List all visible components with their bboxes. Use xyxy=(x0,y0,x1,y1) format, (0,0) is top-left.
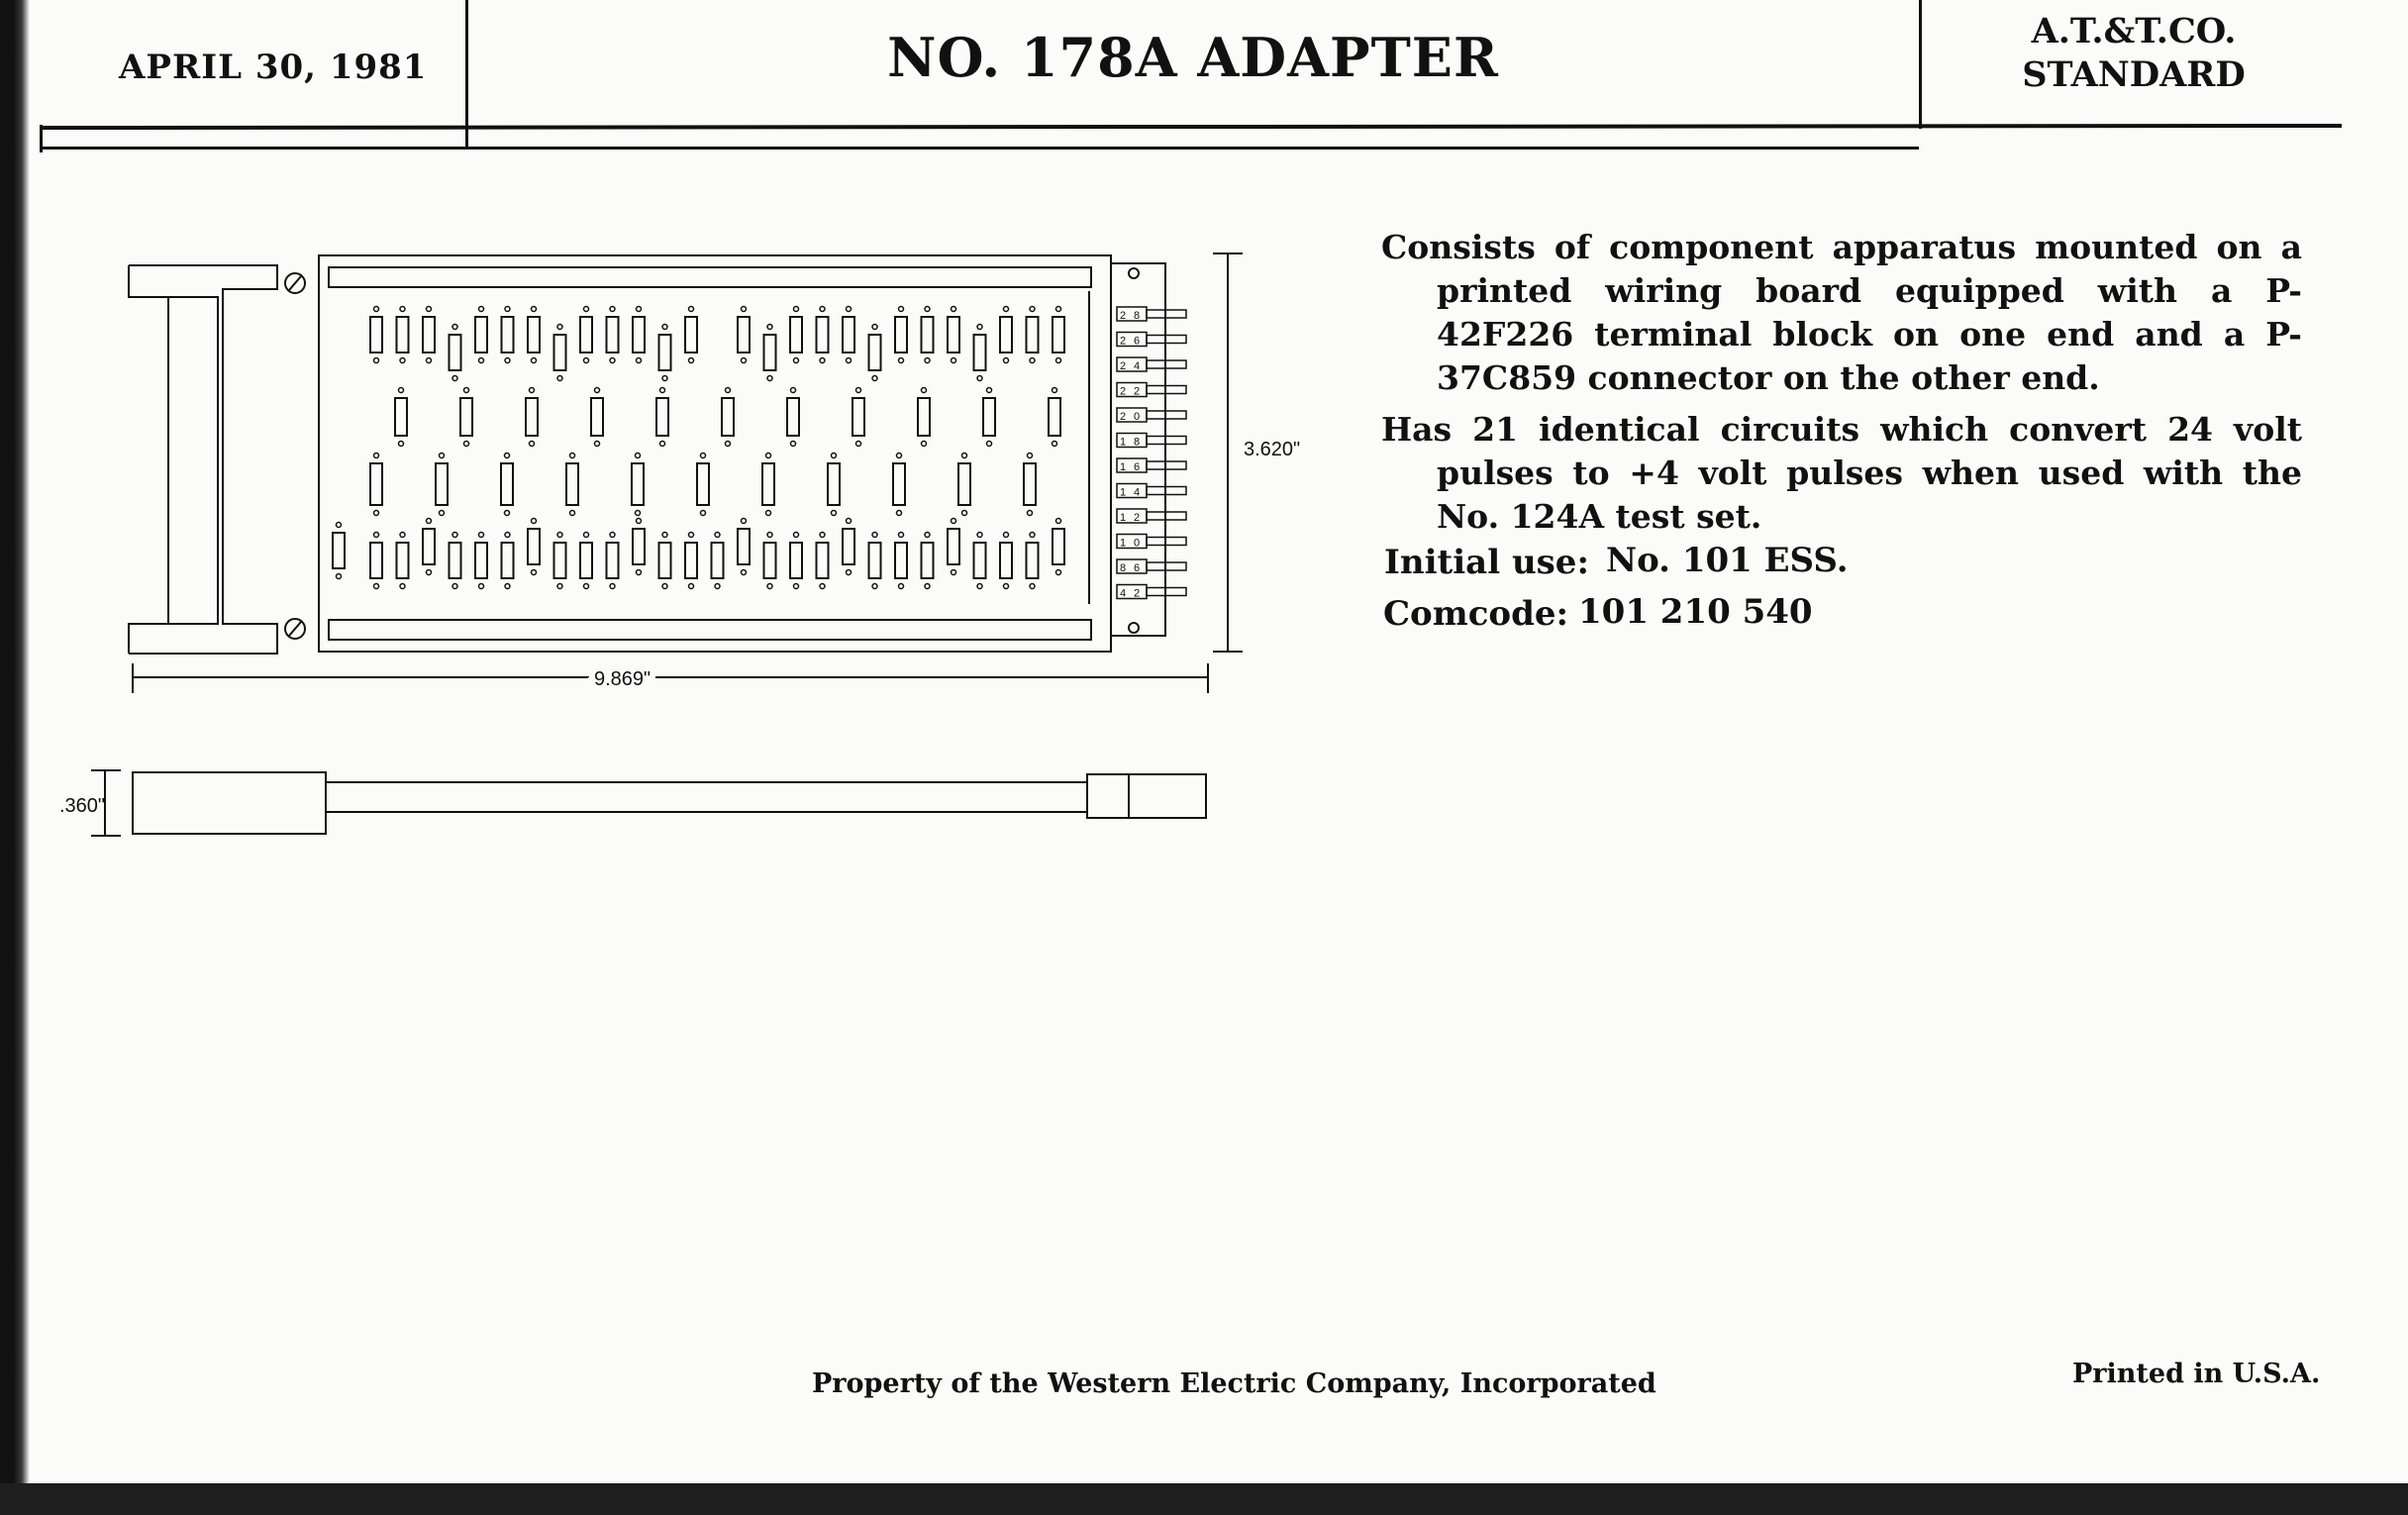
description xyxy=(1381,226,2302,547)
connector-terminals xyxy=(1117,307,1186,600)
solder-pad xyxy=(399,388,404,393)
resistor xyxy=(450,335,461,370)
resistor xyxy=(764,335,776,370)
resistor xyxy=(762,463,774,505)
terminal-number: 6 xyxy=(1134,335,1141,348)
resistor xyxy=(1000,317,1012,353)
resistor xyxy=(817,317,829,353)
solder-pad xyxy=(374,358,379,363)
solder-pad xyxy=(820,533,825,538)
resistor xyxy=(895,317,907,353)
solder-pad xyxy=(767,584,772,589)
solder-pad xyxy=(662,533,667,538)
resistor xyxy=(790,543,802,578)
solder-pad xyxy=(832,511,837,516)
terminal-block-top-edge xyxy=(129,265,218,297)
resistor xyxy=(1027,543,1039,578)
solder-pad xyxy=(925,584,930,589)
solder-pad xyxy=(530,442,535,447)
solder-pad xyxy=(791,388,796,393)
initial-use-label: Initial use: xyxy=(1384,543,1589,582)
solder-pad xyxy=(1053,442,1057,447)
solder-pad xyxy=(440,511,445,516)
resistor xyxy=(528,529,540,564)
solder-pad xyxy=(557,533,562,538)
length-dimension-label: 9.869" xyxy=(594,668,652,690)
solder-pad xyxy=(505,533,510,538)
printed-notice: Printed in U.S.A. xyxy=(2072,1359,2321,1389)
resistor xyxy=(502,543,514,578)
solder-pad xyxy=(532,570,537,575)
solder-pad xyxy=(479,358,484,363)
terminal-number: 1 xyxy=(1120,461,1127,473)
solder-pad xyxy=(977,533,982,538)
solder-pad xyxy=(584,533,589,538)
solder-pad xyxy=(872,325,877,330)
solder-pad xyxy=(595,442,600,447)
solder-pad xyxy=(925,358,930,363)
resistor xyxy=(633,529,645,564)
description-paragraph-1: Consists of component apparatus mounted on a printed wiring board equipped with a P-42F226 terminal block on one end and a P-37C859 connector on the other end. xyxy=(1381,228,2302,397)
standard-line-2: STANDARD xyxy=(2022,54,2246,95)
terminal-number: 8 xyxy=(1134,310,1141,322)
resistor xyxy=(475,317,487,353)
component-array xyxy=(333,307,1064,589)
resistor xyxy=(738,529,750,564)
solder-pad xyxy=(1056,307,1061,312)
terminal-number: 1 xyxy=(1120,512,1127,524)
solder-pad xyxy=(1056,570,1061,575)
solder-pad xyxy=(767,325,772,330)
solder-pad xyxy=(952,307,956,312)
solder-pad xyxy=(742,570,747,575)
solder-pad xyxy=(557,325,562,330)
solder-pad xyxy=(832,454,837,458)
solder-pad xyxy=(505,358,510,363)
solder-pad xyxy=(427,570,432,575)
terminal-number: 1 xyxy=(1120,486,1127,499)
resistor xyxy=(1000,543,1012,578)
solder-pad xyxy=(479,533,484,538)
resistor xyxy=(370,463,382,505)
solder-pad xyxy=(637,570,642,575)
resistor xyxy=(436,463,448,505)
solder-pad xyxy=(899,358,904,363)
solder-pad xyxy=(1056,519,1061,524)
solder-pad xyxy=(662,376,667,381)
side-view-connector xyxy=(1087,774,1206,818)
description-paragraph-2: Has 21 identical circuits which convert 24 volt pulses to +4 volt pulses when used with the No. 124A test set. xyxy=(1381,410,2302,536)
resistor xyxy=(1027,317,1039,353)
solder-pad xyxy=(337,574,342,579)
resistor xyxy=(790,317,802,353)
header-rule-lower xyxy=(40,147,1919,150)
solder-pad xyxy=(962,454,967,458)
solder-pad xyxy=(742,519,747,524)
solder-pad xyxy=(962,511,967,516)
solder-pad xyxy=(584,584,589,589)
solder-pad xyxy=(595,388,600,393)
terminal-number: 1 xyxy=(1120,436,1127,449)
solder-pad xyxy=(427,358,432,363)
solder-pad xyxy=(1030,307,1035,312)
solder-pad xyxy=(820,584,825,589)
side-view-terminal-block xyxy=(133,772,326,834)
resistor xyxy=(395,398,407,436)
solder-pad xyxy=(856,442,861,447)
resistor xyxy=(656,398,668,436)
resistor xyxy=(1053,529,1064,564)
terminal-number: 6 xyxy=(1134,461,1141,473)
solder-pad xyxy=(1004,307,1009,312)
solder-pad xyxy=(1028,454,1033,458)
solder-pad xyxy=(794,584,799,589)
initial-use-value: No. 101 ESS. xyxy=(1606,541,1849,580)
solder-pad xyxy=(701,454,706,458)
resistor xyxy=(922,317,934,353)
resistor xyxy=(566,463,578,505)
terminal-number: 0 xyxy=(1134,411,1141,423)
resistor xyxy=(787,398,799,436)
resistor xyxy=(738,317,750,353)
header-rule xyxy=(40,124,2342,130)
solder-pad xyxy=(897,511,902,516)
solder-pad xyxy=(1004,584,1009,589)
solder-pad xyxy=(952,358,956,363)
solder-pad xyxy=(400,358,405,363)
solder-pad xyxy=(987,442,992,447)
terminal-block-outline xyxy=(129,265,277,654)
resistor xyxy=(607,543,619,578)
solder-pad xyxy=(610,584,615,589)
resistor xyxy=(554,335,566,370)
solder-pad xyxy=(1028,511,1033,516)
resistor xyxy=(1024,463,1036,505)
solder-pad xyxy=(899,307,904,312)
terminal-number: 2 xyxy=(1120,335,1127,348)
adapter-drawing xyxy=(59,228,1301,861)
solder-pad xyxy=(452,533,457,538)
solder-pad xyxy=(701,511,706,516)
solder-pad xyxy=(570,454,575,458)
resistor xyxy=(853,398,864,436)
solder-pad xyxy=(1030,533,1035,538)
resistor xyxy=(370,543,382,578)
solder-pad xyxy=(464,442,469,447)
solder-pad xyxy=(925,533,930,538)
solder-pad xyxy=(662,584,667,589)
board-bottom-rail xyxy=(329,620,1091,640)
resistor xyxy=(828,463,840,505)
resistor xyxy=(370,317,382,353)
solder-pad xyxy=(715,533,720,538)
resistor xyxy=(633,317,645,353)
terminal-number: 2 xyxy=(1120,310,1127,322)
thickness-dimension-label: .360" xyxy=(59,795,106,817)
solder-pad xyxy=(820,358,825,363)
solder-pad xyxy=(1056,358,1061,363)
solder-pad xyxy=(610,358,615,363)
solder-pad xyxy=(952,519,956,524)
solder-pad xyxy=(374,307,379,312)
resistor xyxy=(697,463,709,505)
solder-pad xyxy=(689,358,694,363)
solder-pad xyxy=(570,511,575,516)
solder-pad xyxy=(794,533,799,538)
terminal-number: 2 xyxy=(1134,587,1141,600)
terminal-number: 8 xyxy=(1134,436,1141,449)
resistor xyxy=(712,543,724,578)
solder-pad xyxy=(452,584,457,589)
solder-pad xyxy=(660,442,665,447)
solder-pad xyxy=(505,511,510,516)
resistor xyxy=(460,398,472,436)
page-title: NO. 178A ADAPTER xyxy=(887,26,1499,89)
terminal-number: 8 xyxy=(1120,562,1127,574)
resistor xyxy=(659,335,671,370)
solder-pad xyxy=(766,511,771,516)
terminal-number: 2 xyxy=(1134,512,1141,524)
solder-pad xyxy=(505,307,510,312)
resistor xyxy=(869,543,881,578)
issue-date: APRIL 30, 1981 xyxy=(119,48,428,87)
solder-pad xyxy=(715,584,720,589)
solder-pad xyxy=(767,533,772,538)
resistor xyxy=(607,317,619,353)
solder-pad xyxy=(637,307,642,312)
resistor xyxy=(632,463,644,505)
resistor xyxy=(685,543,697,578)
header-divider-right xyxy=(1919,0,1922,129)
board-top-rail xyxy=(329,267,1091,287)
resistor xyxy=(893,463,905,505)
solder-pad xyxy=(922,442,927,447)
terminal-number: 4 xyxy=(1134,360,1141,372)
terminal-number: 4 xyxy=(1120,587,1127,600)
solder-pad xyxy=(977,376,982,381)
solder-pad xyxy=(636,511,641,516)
resistor xyxy=(528,317,540,353)
resistor xyxy=(450,543,461,578)
solder-pad xyxy=(610,307,615,312)
solder-pad xyxy=(452,376,457,381)
resistor xyxy=(918,398,930,436)
terminal-number: 2 xyxy=(1134,385,1141,398)
terminal-block-bottom-edge xyxy=(129,624,218,654)
solder-pad xyxy=(464,388,469,393)
solder-pad xyxy=(584,358,589,363)
solder-pad xyxy=(977,584,982,589)
resistor xyxy=(580,317,592,353)
solder-pad xyxy=(1004,358,1009,363)
solder-pad xyxy=(532,358,537,363)
standard-line-1: A.T.&T.CO. xyxy=(2031,11,2237,51)
solder-pad xyxy=(794,307,799,312)
terminal-number: 2 xyxy=(1120,385,1127,398)
resistor xyxy=(983,398,995,436)
solder-pad xyxy=(374,584,379,589)
resistor xyxy=(502,317,514,353)
resistor xyxy=(843,317,854,353)
solder-pad xyxy=(847,570,852,575)
resistor xyxy=(333,533,345,568)
solder-pad xyxy=(532,519,537,524)
standard-label xyxy=(1946,10,2322,97)
resistor xyxy=(895,543,907,578)
resistor xyxy=(722,398,734,436)
solder-pad xyxy=(557,376,562,381)
solder-pad xyxy=(662,325,667,330)
solder-pad xyxy=(847,307,852,312)
solder-pad xyxy=(637,358,642,363)
resistor xyxy=(475,543,487,578)
solder-pad xyxy=(742,307,747,312)
solder-pad xyxy=(584,307,589,312)
resistor xyxy=(580,543,592,578)
solder-pad xyxy=(400,307,405,312)
resistor xyxy=(948,317,959,353)
solder-pad xyxy=(374,533,379,538)
solder-pad xyxy=(660,388,665,393)
resistor xyxy=(397,317,409,353)
terminal-number: 1 xyxy=(1120,537,1127,550)
solder-pad xyxy=(794,358,799,363)
solder-pad xyxy=(479,584,484,589)
solder-pad xyxy=(899,584,904,589)
resistor xyxy=(1053,317,1064,353)
resistor xyxy=(526,398,538,436)
solder-pad xyxy=(610,533,615,538)
solder-pad xyxy=(1030,584,1035,589)
resistor xyxy=(1049,398,1060,436)
comcode-label: Comcode: xyxy=(1383,594,1569,634)
resistor xyxy=(659,543,671,578)
solder-pad xyxy=(1004,533,1009,538)
property-notice: Property of the Western Electric Company, Incorporated xyxy=(812,1368,1656,1399)
solder-pad xyxy=(337,523,342,528)
solder-pad xyxy=(847,358,852,363)
resistor xyxy=(591,398,603,436)
terminal-block-body xyxy=(168,297,218,624)
solder-pad xyxy=(767,376,772,381)
resistor xyxy=(843,529,854,564)
solder-pad xyxy=(872,376,877,381)
solder-pad xyxy=(791,442,796,447)
solder-pad xyxy=(726,388,731,393)
resistor xyxy=(501,463,513,505)
resistor xyxy=(974,543,986,578)
solder-pad xyxy=(1053,388,1057,393)
resistor xyxy=(685,317,697,353)
terminal-number: 2 xyxy=(1120,411,1127,423)
resistor xyxy=(922,543,934,578)
solder-pad xyxy=(766,454,771,458)
solder-pad xyxy=(847,519,852,524)
solder-pad xyxy=(637,519,642,524)
resistor xyxy=(948,529,959,564)
resistor xyxy=(423,529,435,564)
resistor xyxy=(958,463,970,505)
solder-pad xyxy=(532,307,537,312)
solder-pad xyxy=(399,442,404,447)
solder-pad xyxy=(479,307,484,312)
terminal-number: 0 xyxy=(1134,537,1141,550)
solder-pad xyxy=(400,584,405,589)
solder-pad xyxy=(922,388,927,393)
solder-pad xyxy=(987,388,992,393)
resistor xyxy=(817,543,829,578)
solder-pad xyxy=(925,307,930,312)
solder-pad xyxy=(374,511,379,516)
solder-pad xyxy=(400,533,405,538)
height-dimension-label: 3.620" xyxy=(1244,439,1301,460)
solder-pad xyxy=(452,325,457,330)
solder-pad xyxy=(440,454,445,458)
solder-pad xyxy=(374,454,379,458)
resistor xyxy=(554,543,566,578)
solder-pad xyxy=(977,325,982,330)
resistor xyxy=(764,543,776,578)
solder-pad xyxy=(856,388,861,393)
solder-pad xyxy=(872,584,877,589)
solder-pad xyxy=(505,584,510,589)
resistor xyxy=(423,317,435,353)
terminal-number: 4 xyxy=(1134,486,1141,499)
solder-pad xyxy=(872,533,877,538)
solder-pad xyxy=(952,570,956,575)
solder-pad xyxy=(557,584,562,589)
solder-pad xyxy=(636,454,641,458)
solder-pad xyxy=(1030,358,1035,363)
resistor xyxy=(397,543,409,578)
solder-pad xyxy=(530,388,535,393)
resistor xyxy=(974,335,986,370)
solder-pad xyxy=(820,307,825,312)
terminal-number: 2 xyxy=(1120,360,1127,372)
solder-pad xyxy=(897,454,902,458)
solder-pad xyxy=(427,307,432,312)
solder-pad xyxy=(689,533,694,538)
terminal-number: 6 xyxy=(1134,562,1141,574)
solder-pad xyxy=(726,442,731,447)
solder-pad xyxy=(689,584,694,589)
resistor xyxy=(869,335,881,370)
solder-pad xyxy=(899,533,904,538)
wiring-board-outline xyxy=(319,255,1111,652)
comcode-value: 101 210 540 xyxy=(1578,592,1813,632)
solder-pad xyxy=(505,454,510,458)
solder-pad xyxy=(689,307,694,312)
solder-pad xyxy=(427,519,432,524)
solder-pad xyxy=(742,358,747,363)
